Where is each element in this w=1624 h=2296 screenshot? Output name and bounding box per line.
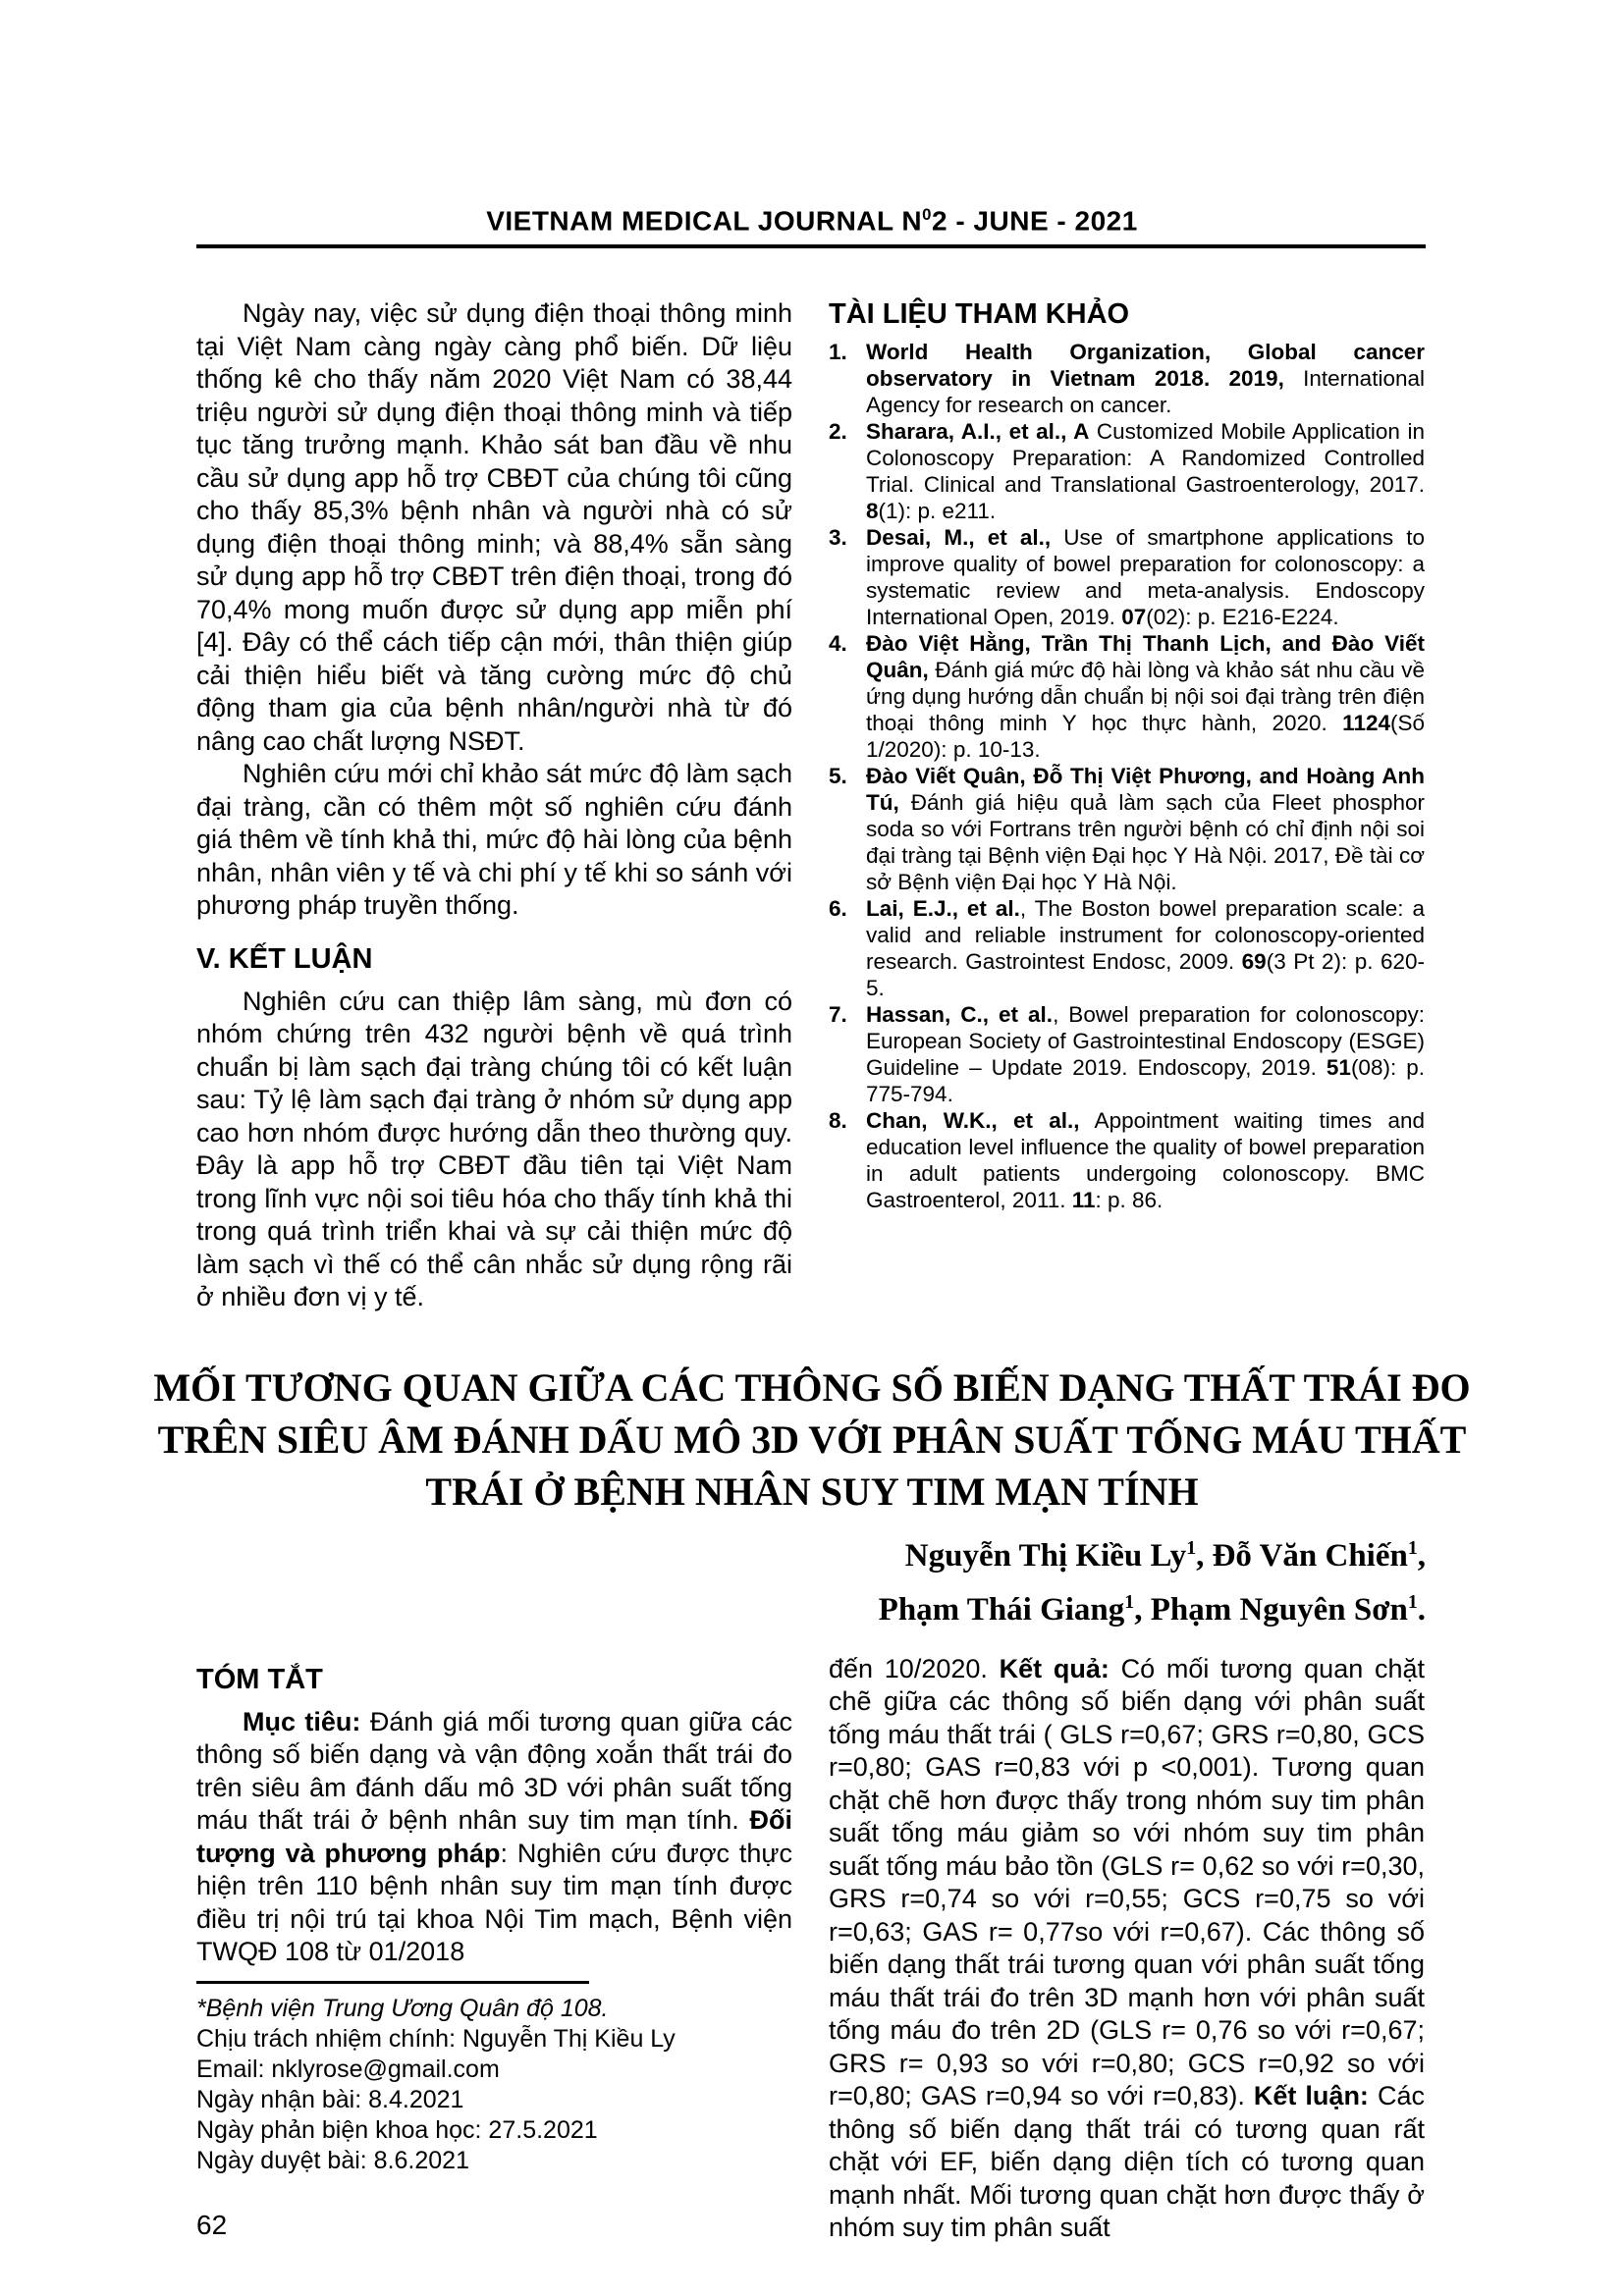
abstract-left-column (196, 1653, 792, 2245)
abstract-section (196, 1653, 1426, 2245)
reference-number: 6. (829, 896, 847, 922)
authors-line: Nguyễn Thị Kiều Ly$^1$, Đỗ Văn Chiến$^1$, (904, 1536, 1426, 1574)
reference-item (829, 524, 1425, 630)
reference-item (829, 630, 1425, 763)
footnote-line: Ngày phản biện khoa học: 27.5.2021 (196, 2115, 598, 2144)
reference-item (829, 418, 1425, 524)
reference-number: 5. (829, 764, 847, 789)
footnote-block (196, 1994, 792, 2176)
article1-column (196, 297, 792, 1314)
footnote-line: Chịu trách nhiệm chính: Nguyễn Thị Kiều Ly (196, 2024, 676, 2053)
journal-title-superscript: 0 (922, 205, 932, 224)
abstract-paragraph-left: Mục tiêu: Đánh giá mối tương quan giữa các thông số biến dạng và vận động xoắn thất trái đo trên siêu âm đánh dấu mô 3D với phân suất tống máu thất trái ở bệnh nhân suy tim mạn tính. Đối tượng và phương pháp: Nghiên cứu được thực hiện trên 110 bệnh nhân suy tim mạn tính được điều trị nội trú tại khoa Nội Tim mạch, Bệnh viện TWQĐ 108 từ 01/2018 (196, 1706, 792, 1967)
article2-title (147, 1362, 1477, 1518)
reference-item (829, 1001, 1425, 1107)
reference-item (829, 763, 1425, 895)
footnote-divider (196, 1981, 589, 1984)
references-column (829, 297, 1425, 1314)
reference-text: Đào Viết Quân, Đỗ Thị Việt Phương, and Hoàng Anh Tú, Đánh giá hiệu quả làm sạch của Fleet phosphor soda so với Fortrans trên người bệnh có chỉ định nội soi đại tràng tại Bệnh viện Đại học Y Hà Nội. 2017, Đề tài cơ sở Bệnh viện Đại học Y Hà Nội. (866, 764, 1425, 895)
article1-paragraph-intro: Ngày nay, việc sử dụng điện thoại thông minh tại Việt Nam càng ngày càng phổ biến. Dữ liệu thống kê cho thấy năm 2020 Việt Nam có 38,44 triệu người sử dụng điện thoại thông minh và tiếp tục tăng trưởng mạnh. Khảo sát ban đầu về nhu cầu sử dụng app hỗ trợ CBĐT của chúng tôi cũng cho thấy 85,3% bệnh nhân và người nhà có sử dụng điện thoại thông minh; và 88,4% sẵn sàng sử dụng app hỗ trợ CBĐT trên điện thoại, trong đó 70,4% mong muốn được sử dụng app miễn phí [4]. Đây có thể cách tiếp cận mới, thân thiện giúp cải thiện hiểu biết và tăng cường mức độ chủ động tham gia của bệnh nhân/người nhà từ đó nâng cao chất lượng NSĐT. (196, 298, 792, 756)
reference-item (829, 895, 1425, 1001)
journal-title-post: 2 - JUNE - 2021 (931, 205, 1138, 237)
journal-header-title (0, 199, 1624, 237)
reference-text: World Health Organization, Global cancer observatory in Vietnam 2018. 2019, International Agency for research on cancer. (866, 340, 1425, 418)
footnote-line: Email: nklyrose@gmail.com (196, 2055, 500, 2083)
abstract-heading: TÓM TẮT (196, 1663, 323, 1695)
reference-number: 4. (829, 631, 847, 657)
reference-number: 8. (829, 1108, 847, 1134)
references-heading: TÀI LIỆU THAM KHẢO (829, 298, 1130, 331)
footnote-line: Ngày nhận bài: 8.4.2021 (196, 2085, 464, 2113)
reference-text: Chan, W.K., et al., Appointment waiting times and education level influence the quality of bowel preparation in adult patients undergoing colonoscopy. BMC Gastroenterol, 2011. 11: p. 86. (866, 1108, 1425, 1213)
reference-text: Hassan, C., et al., Bowel preparation for colonoscopy: European Society of Gastrointestinal Endoscopy (ESGE) Guideline – Update 2019. Endoscopy, 2019. 51(08): p. 775-794. (866, 1002, 1426, 1107)
article1-paragraph-discussion: Nghiên cứu mới chỉ khảo sát mức độ làm sạch đại tràng, cần có thêm một số nghiên cứu đánh giá thêm về tính khả thi, mức độ hài lòng của bệnh nhân, nhân viên y tế và chi phí y tế khi so sánh với phương pháp truyền thống. (196, 759, 792, 921)
article2-title-line: MỐI TƯƠNG QUAN GIỮA CÁC THÔNG SỐ BIẾN DẠNG THẤT TRÁI ĐO (153, 1364, 1471, 1410)
abstract-right-column (829, 1653, 1425, 2245)
reference-number: 2. (829, 419, 847, 445)
reference-text: Lai, E.J., et al., The Boston bowel preparation scale: a valid and reliable instrument for colonoscopy-oriented research. Gastrointest Endosc, 2009. 69(3 Pt 2): p. 620-5. (866, 896, 1425, 1001)
reference-item (829, 339, 1425, 418)
top-section (196, 297, 1426, 1314)
reference-text: Desai, M., et al., Use of smartphone applications to improve quality of bowel preparation for colonoscopy: a systematic review and meta-analysis. Endoscopy International Open, 2019. 07(02): p. E216-E224. (866, 525, 1425, 630)
conclusion-paragraph: Nghiên cứu can thiệp lâm sàng, mù đơn có nhóm chứng trên 432 người bệnh về quá trình chuẩn bị làm sạch đại tràng chúng tôi có kết luận sau: Tỷ lệ làm sạch đại tràng ở nhóm sử dụng app cao hơn nhóm được hướng dẫn theo thường quy. Đây là app hỗ trợ CBĐT đầu tiên tại Việt Nam trong lĩnh vực nội soi tiêu hóa cho thấy tính khả thi trong quá trình triển khai và sự cải thiện mức độ làm sạch vì thế có thể cân nhắc sử dụng rộng rãi ở nhiều đơn vị y tế. (196, 986, 792, 1312)
reference-text: Đào Việt Hằng, Trần Thị Thanh Lịch, and Đào Viết Quân, Đánh giá mức độ hài lòng và khảo sát nhu cầu về ứng dụng hướng dẫn chuẩn bị nội soi đại tràng trên điện thoại thông minh Y học thực hành, 2020. 1124(Số 1/2020): p. 10-13. (866, 631, 1425, 763)
reference-number: 3. (829, 525, 847, 551)
footnote-affiliation: *Bệnh viện Trung Ương Quân độ 108. (196, 1994, 609, 2022)
reference-number: 1. (829, 340, 847, 365)
article2-title-line: TRÁI Ở BỆNH NHÂN SUY TIM MẠN TÍNH (425, 1468, 1199, 1514)
reference-item (829, 1107, 1425, 1213)
page-number: 62 (196, 2209, 228, 2240)
conclusion-heading: V. KẾT LUẬN (196, 942, 373, 975)
reference-number: 7. (829, 1002, 847, 1028)
reference-text: Sharara, A.I., et al., A Customized Mobile Application in Colonoscopy Preparation: A Randomized Controlled Trial. Clinical and Translational Gastroenterology, 2017. 8(1): p. e211. (866, 419, 1425, 524)
article2-title-line: TRÊN SIÊU ÂM ĐÁNH DẤU MÔ 3D VỚI PHÂN SUẤT TỐNG MÁU THẤT (157, 1416, 1467, 1462)
abstract-paragraph-right: đến 10/2020. Kết quả: Có mối tương quan chặt chẽ giữa các thông số biến dạng với phân suất tống máu thất trái ( GLS r=0,67; GRS r=0,80, GCS r=0,80; GAS r=0,83 với p <0,001). Tương quan chặt chẽ hơn được thấy trong nhóm suy tim phân suất tống máu giảm so với nhóm suy tim phân suất tống máu bảo tồn (GLS r= 0,62 so với r=0,30, GRS r=0,74 so với r=0,55; GCS r=0,75 so với r=0,63; GAS r= 0,77so với r=0,67). Các thông số biến dạng thất trái tương quan với phân suất tống máu thất trái đo trên 3D mạnh hơn với phân suất tống máu đo trên 2D (GLS r= 0,76 so với r=0,67; GRS r= 0,93 so với r=0,80; GCS r=0,92 so với r=0,80; GAS r=0,94 so với r=0,83). Kết luận: Các thông số biến dạng thất trái có tương quan rất chặt với EF, biến dạng diện tích có tương quan mạnh nhất. Mối tương quan chặt hơn được thấy ở nhóm suy tim phân suất (829, 1653, 1425, 2243)
header-divider (196, 244, 1426, 248)
journal-title-pre: VIETNAM MEDICAL JOURNAL N (486, 205, 923, 237)
footnote-line: Ngày duyệt bài: 8.6.2021 (196, 2146, 469, 2174)
article2-authors (196, 1525, 1426, 1633)
authors-line: Phạm Thái Giang$^1$, Phạm Nguyên Sơn$^1$. (878, 1590, 1426, 1628)
